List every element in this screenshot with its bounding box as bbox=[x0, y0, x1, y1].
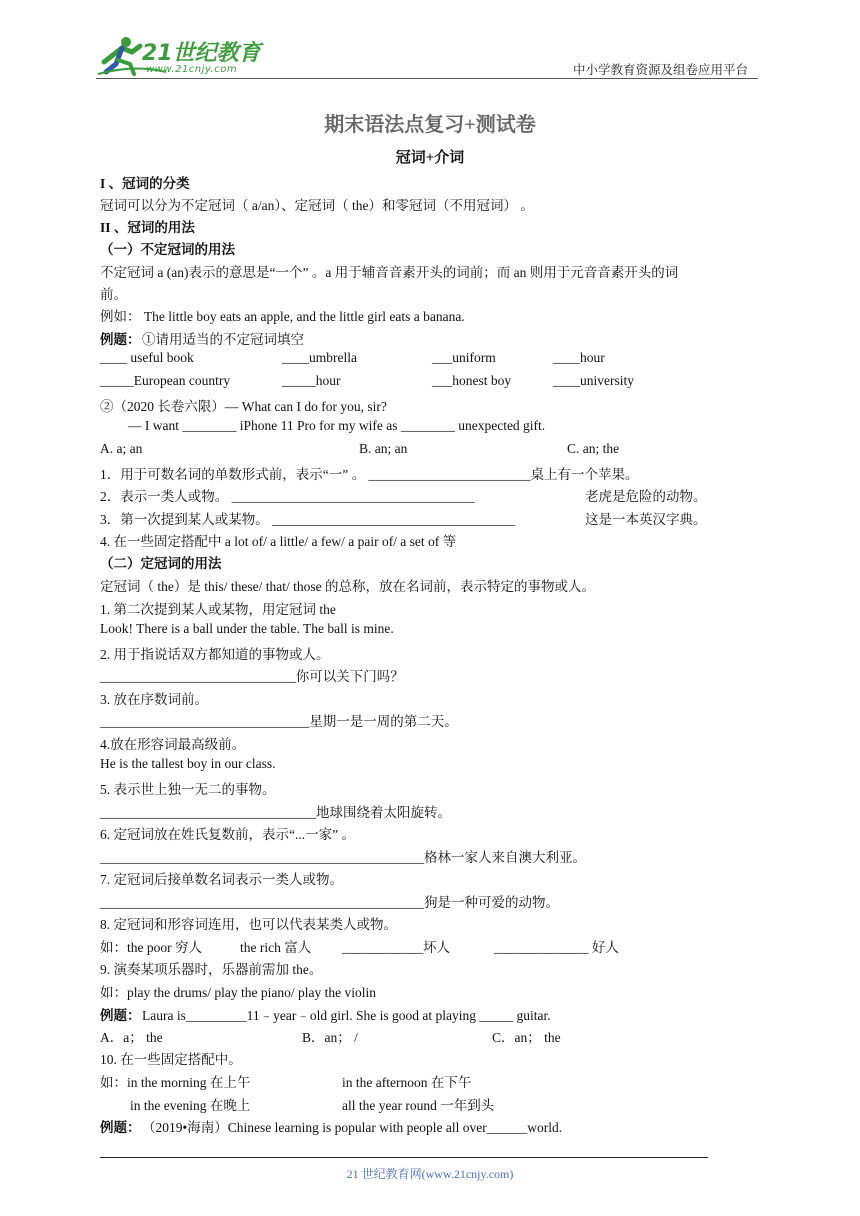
text-line: ____hour bbox=[553, 350, 605, 365]
text-line: 3．第一次提到某人或某物。 ____________________________________ bbox=[100, 512, 516, 527]
text-line: ____________坏人 bbox=[342, 940, 450, 955]
text-line: 1．用于可数名词的单数形式前，表示“一” 。 ________________________桌上有一个苹果。 bbox=[100, 467, 639, 482]
text-line: Laura is_________11﹣year﹣old girl. She is good at playing _____ guitar. bbox=[142, 1008, 551, 1023]
text-line: 例题： bbox=[100, 332, 141, 347]
text-line: 例题： bbox=[100, 1120, 141, 1135]
text-line: 老虎是危险的动物。 bbox=[585, 489, 707, 504]
text-line: _______________________________星期一是一周的第二天。 bbox=[100, 714, 458, 729]
text-line: ②（2020 长卷六限）— What can I do for you, sir? bbox=[100, 399, 387, 414]
text-line: ____university bbox=[553, 373, 634, 388]
text-line: ____ useful book bbox=[100, 350, 194, 365]
text-line: A．a； the bbox=[100, 1030, 163, 1045]
text-line: _____European country bbox=[100, 373, 231, 388]
text-line: 2. 用于指说话双方都知道的事物或人。 bbox=[100, 647, 330, 662]
text-line: 不定冠词 a (an)表示的意思是“一个” 。a 用于辅音音素开头的词前；而 an 则用于元音音素开头的词 bbox=[100, 265, 679, 280]
page-title: 期末语法点复习+测试卷 bbox=[324, 114, 536, 136]
text-line: I 、冠词的分类 bbox=[100, 176, 190, 191]
text-line: _____hour bbox=[282, 373, 341, 388]
text-line: in the afternoon 在下午 bbox=[342, 1075, 472, 1090]
logo-text: 21世纪教育 bbox=[142, 41, 261, 66]
text-line: ____umbrella bbox=[282, 350, 357, 365]
text-line: 3. 放在序数词前。 bbox=[100, 692, 208, 707]
text-line: He is the tallest boy in our class. bbox=[100, 756, 276, 771]
text-line: B. an; an bbox=[359, 441, 408, 456]
text-line: ______________ 好人 bbox=[494, 940, 619, 955]
site-logo bbox=[96, 34, 266, 78]
page-subtitle: 冠词+介词 bbox=[395, 150, 465, 166]
text-line: ________________________________________________格林一家人来自澳大利亚。 bbox=[100, 850, 586, 865]
text-line: 8. 定冠词和形容词连用，也可以代表某类人或物。 bbox=[100, 917, 397, 932]
header-platform-text: 中小学教育资源及组卷应用平台 bbox=[573, 63, 749, 77]
text-line: _____________________________你可以关下门吗？ bbox=[100, 669, 404, 684]
logo-url: www.21cnjy.com bbox=[146, 64, 238, 75]
text-line: 例题： bbox=[100, 1008, 141, 1023]
text-line: C. an; the bbox=[567, 441, 620, 456]
text-line: （一）不定冠词的用法 bbox=[100, 242, 235, 257]
text-line: 如：play the drums/ play the piano/ play the violin bbox=[100, 985, 376, 1000]
text-line: B．an； / bbox=[302, 1030, 358, 1045]
text-line: 冠词可以分为不定冠词（ a/an）、定冠词（ the）和零冠词（不用冠词） 。 bbox=[100, 198, 534, 213]
text-line: 7. 定冠词后接单数名词表示一类人或物。 bbox=[100, 872, 343, 887]
text-line: the rich 富人 bbox=[240, 940, 312, 955]
text-line: A. a; an bbox=[100, 441, 143, 456]
text-line: 定冠词（ the）是 this/ these/ that/ those 的总称，放在名词前，表示特定的事物或人。 bbox=[100, 579, 595, 594]
text-line: 如：the poor 穷人 bbox=[100, 940, 202, 955]
text-line: 1. 第二次提到某人或某物，用定冠词 the bbox=[100, 602, 336, 617]
text-line: 如：in the morning 在上午 bbox=[100, 1075, 251, 1090]
text-line: ________________________________________________狗是一种可爱的动物。 bbox=[100, 895, 559, 910]
text-line: all the year round 一年到头 bbox=[342, 1098, 495, 1113]
text-line: 4. 在一些固定搭配中 a lot of/ a little/ a few/ a pair of/ a set of 等 bbox=[100, 534, 457, 549]
text-line: ①请用适当的不定冠词填空 bbox=[142, 332, 304, 347]
text-line: 例如： The little boy eats an apple, and the little girl eats a banana. bbox=[100, 309, 465, 324]
text-line: 前。 bbox=[100, 287, 127, 302]
text-line: 4.放在形容词最高级前。 bbox=[100, 737, 246, 752]
text-line: 2．表示一类人或物。 ____________________________________ bbox=[100, 489, 475, 504]
text-line: ___honest boy bbox=[432, 373, 512, 388]
text-line: （二）定冠词的用法 bbox=[100, 556, 222, 571]
header-divider bbox=[96, 78, 758, 79]
text-line: in the evening 在晚上 bbox=[130, 1098, 251, 1113]
text-line: — I want ________ iPhone 11 Pro for my wife as ________ unexpected gift. bbox=[128, 418, 546, 433]
text-line: 9. 演奏某项乐器时，乐器前需加 the。 bbox=[100, 962, 323, 977]
text-line: ________________________________地球围绕着太阳旋转。 bbox=[100, 805, 451, 820]
footer-divider bbox=[100, 1157, 708, 1158]
text-line: II 、冠词的用法 bbox=[100, 220, 195, 235]
text-line: 5. 表示世上独一无二的事物。 bbox=[100, 782, 276, 797]
text-line: 10. 在一些固定搭配中。 bbox=[100, 1052, 242, 1067]
text-line: 这是一本英汉字典。 bbox=[585, 512, 707, 527]
footer-link[interactable]: 21 世纪教育网(www.21cnjy.com) bbox=[346, 1167, 514, 1181]
text-line: （2019•海南）Chinese learning is popular with people all over______world. bbox=[142, 1120, 563, 1135]
text-line: ___uniform bbox=[432, 350, 496, 365]
text-line: C．an； the bbox=[492, 1030, 561, 1045]
text-line: Look! There is a ball under the table. The ball is mine. bbox=[100, 621, 394, 636]
text-line: 6. 定冠词放在姓氏复数前，表示“...一家” 。 bbox=[100, 827, 355, 842]
